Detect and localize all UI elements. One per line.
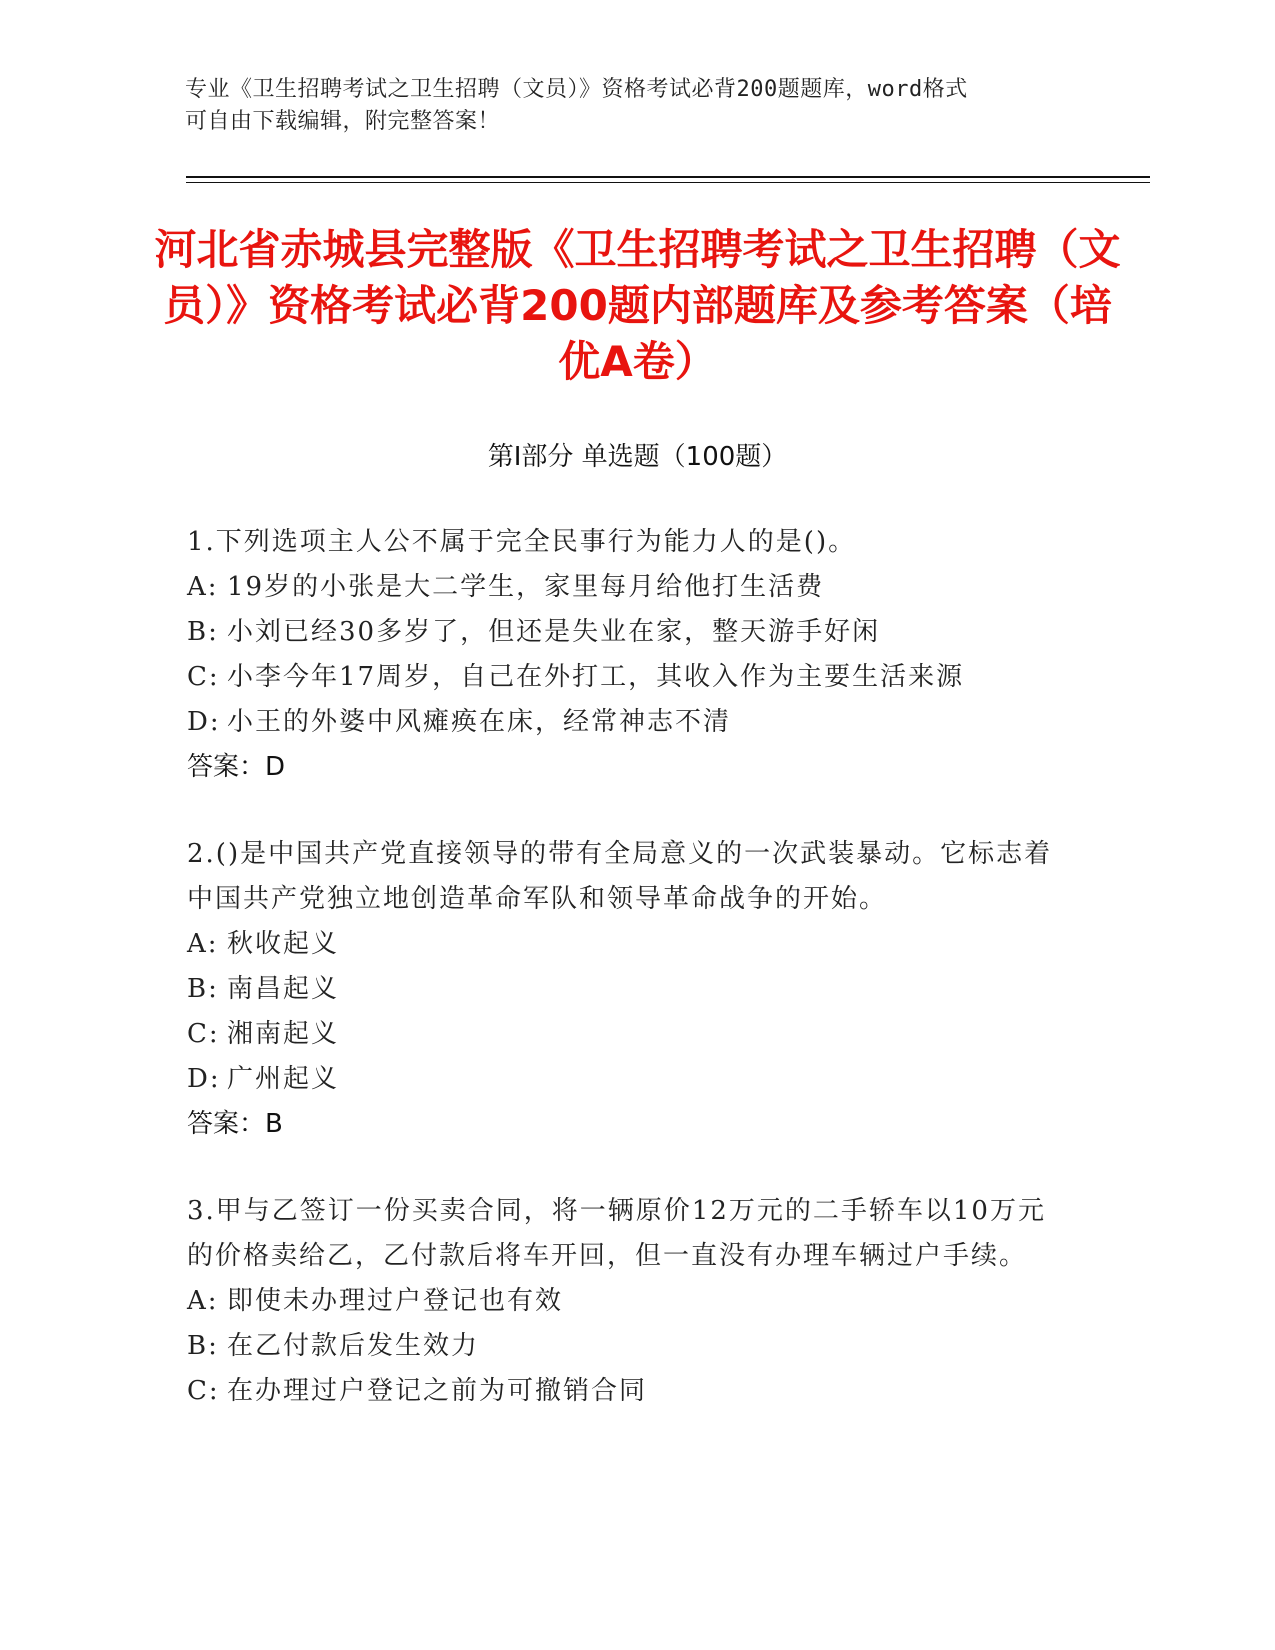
- question-2: [187, 832, 1067, 1147]
- answer-line: 答案：B: [187, 1109, 283, 1139]
- header-divider-thick: [186, 176, 1150, 178]
- header-note: [185, 74, 1065, 138]
- option-text: 小王的外婆中风瘫痪在床，经常神志不清: [227, 707, 732, 737]
- option-text: 南昌起义: [227, 974, 340, 1004]
- option-text: 秋收起义: [227, 929, 340, 959]
- header-note-line-2: 可自由下载编辑，附完整答案！: [185, 109, 501, 134]
- option-c: [187, 655, 1067, 700]
- section-title: 第Ⅰ部分 单选题（100题）: [487, 442, 788, 472]
- option-text: 湘南起义: [227, 1019, 340, 1049]
- option-label: A:: [187, 1286, 219, 1316]
- option-text: 19岁的小张是大二学生，家里每月给他打生活费: [227, 572, 825, 602]
- header-divider-thin: [186, 182, 1150, 183]
- option-a: [187, 565, 1067, 610]
- header-note-line-1: 专业《卫生招聘考试之卫生招聘（文员）》资格考试必背200题题库，word格式: [185, 77, 968, 102]
- option-text: 小李今年17周岁，自己在外打工，其收入作为主要生活来源: [227, 662, 965, 692]
- option-b: [187, 610, 1067, 655]
- option-label: B:: [187, 617, 219, 647]
- option-d: [187, 700, 1067, 745]
- option-text: 在乙付款后发生效力: [227, 1331, 480, 1361]
- answer-line: 答案：D: [187, 752, 286, 782]
- option-c: [187, 1369, 1067, 1414]
- option-b: [187, 967, 1067, 1012]
- option-a: [187, 922, 1067, 967]
- option-text: 广州起义: [227, 1064, 340, 1094]
- option-d: [187, 1057, 1067, 1102]
- option-label: B:: [187, 1331, 219, 1361]
- question-3: [187, 1189, 1067, 1414]
- option-label: A:: [187, 572, 219, 602]
- option-label: D:: [187, 1064, 221, 1094]
- option-b: [187, 1324, 1067, 1369]
- option-text: 即使未办理过户登记也有效: [227, 1286, 564, 1316]
- question-stem: 1.下列选项主人公不属于完全民事行为能力人的是()。: [187, 527, 857, 557]
- question-list: [187, 520, 1067, 1456]
- option-text: 小刘已经30多岁了，但还是失业在家，整天游手好闲: [227, 617, 881, 647]
- option-label: B:: [187, 974, 219, 1004]
- option-label: C:: [187, 1376, 220, 1406]
- option-c: [187, 1012, 1067, 1057]
- question-stem: 3.甲与乙签订一份买卖合同，将一辆原价12万元的二手轿车以10万元的价格卖给乙，乙付款后将车开回，但一直没有办理车辆过户手续。: [187, 1196, 1046, 1271]
- option-label: A:: [187, 929, 219, 959]
- question-stem: 2.()是中国共产党直接领导的带有全局意义的一次武装暴动。它标志着中国共产党独立地创造革命军队和领导革命战争的开始。: [187, 839, 1053, 914]
- question-1: [187, 520, 1067, 790]
- option-label: C:: [187, 662, 220, 692]
- option-a: [187, 1279, 1067, 1324]
- option-label: D:: [187, 707, 221, 737]
- option-text: 在办理过户登记之前为可撤销合同: [227, 1376, 648, 1406]
- document-title: 河北省赤城县完整版《卫生招聘考试之卫生招聘（文员）》资格考试必背200题内部题库及参考答案（培优A卷）: [154, 225, 1121, 386]
- option-label: C:: [187, 1019, 220, 1049]
